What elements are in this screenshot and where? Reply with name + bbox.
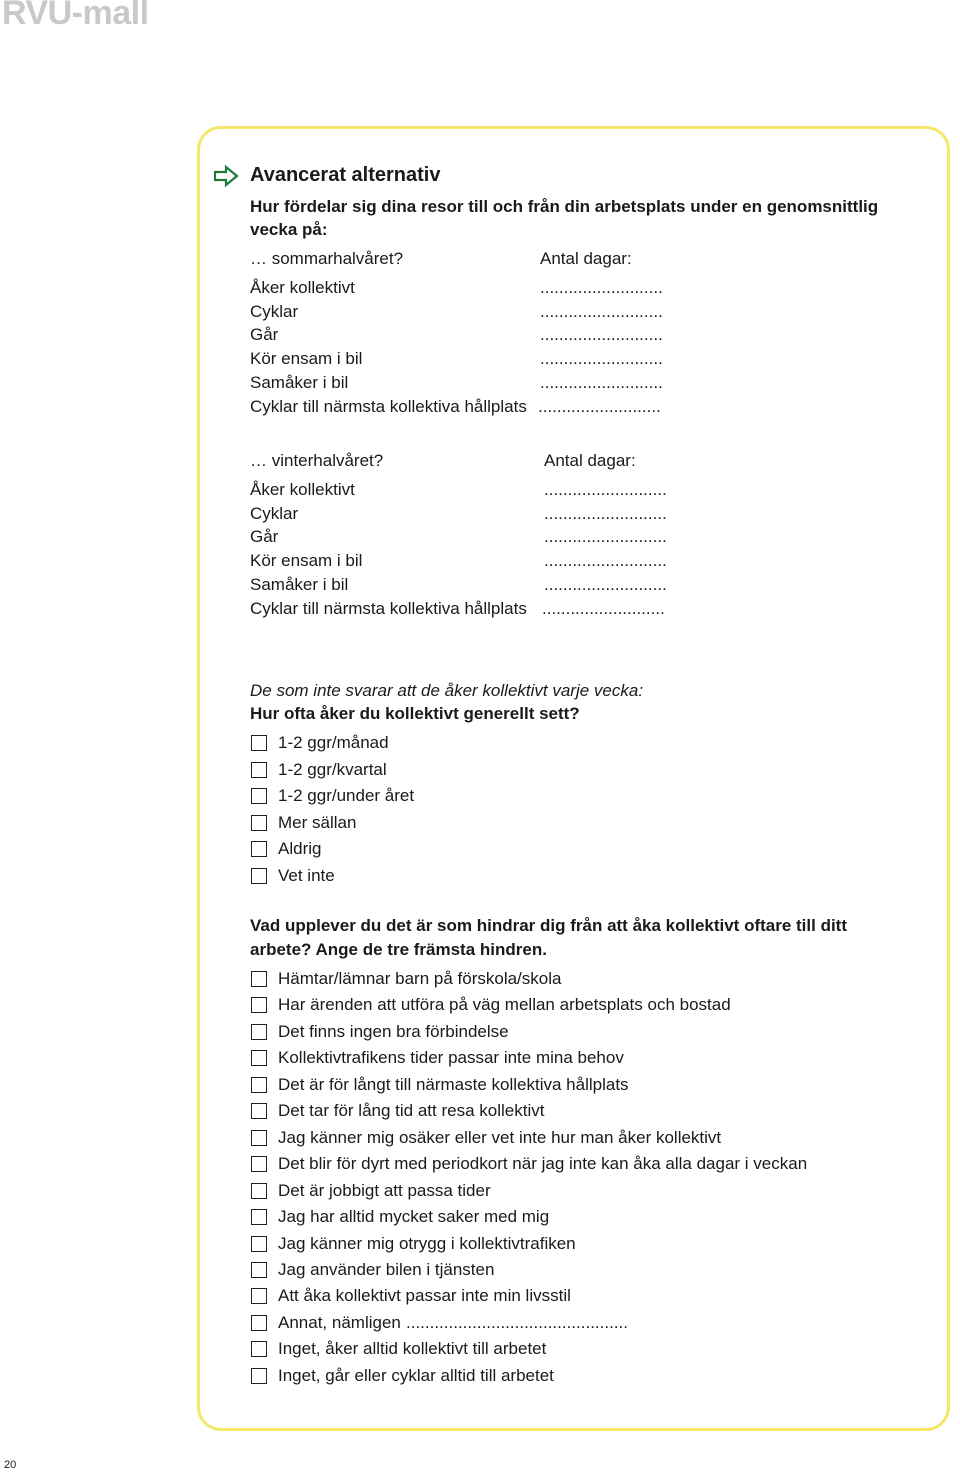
summer-days-label: Antal dagar: xyxy=(540,249,632,268)
option-checkbox[interactable] xyxy=(251,997,267,1013)
option-label: Har ärenden att utföra på väg mellan arbetsplats och bostad xyxy=(278,995,731,1015)
transport-mode-label: Går xyxy=(250,527,279,547)
days-answer-field[interactable]: .......................... xyxy=(538,396,661,416)
days-answer-field[interactable]: .......................... xyxy=(544,527,667,547)
option-checkbox[interactable] xyxy=(251,1368,267,1384)
transport-mode-label: Cyklar till närmsta kollektiva hållplats xyxy=(250,598,527,618)
winter-days-label: Antal dagar: xyxy=(544,451,636,470)
option-label: 1-2 ggr/under året xyxy=(278,786,415,805)
option-label: Jag känner mig otrygg i kollektivtrafiken xyxy=(278,1233,576,1253)
option-checkbox[interactable] xyxy=(251,1103,267,1119)
days-answer-field[interactable]: .......................... xyxy=(544,480,667,499)
transport-mode-label: Cyklar xyxy=(250,503,299,523)
document-title: RVU-mall xyxy=(2,0,149,32)
option-label: Jag använder bilen i tjänsten xyxy=(278,1259,495,1279)
option-label: Det finns ingen bra förbindelse xyxy=(278,1021,509,1041)
option-label: Kollektivtrafikens tider passar inte mina behov xyxy=(278,1048,624,1068)
other-answer-field[interactable]: ............................................... xyxy=(406,1312,628,1332)
days-answer-field[interactable]: .......................... xyxy=(542,598,665,618)
days-answer-field[interactable]: .......................... xyxy=(544,551,667,571)
option-checkbox[interactable] xyxy=(251,1130,267,1146)
trips-question-line1: Hur fördelar sig dina resor till och från din arbetsplats under en genomsnittlig xyxy=(250,197,879,216)
option-label: Jag känner mig osäker eller vet inte hur man åker kollektivt xyxy=(278,1127,722,1147)
option-label: Att åka kollektivt passar inte min livsstil xyxy=(278,1286,571,1306)
option-label: Annat, nämligen xyxy=(278,1312,401,1332)
transport-mode-label: Samåker i bil xyxy=(250,574,349,594)
days-answer-field[interactable]: .......................... xyxy=(544,574,667,594)
option-label: 1-2 ggr/månad xyxy=(278,733,389,752)
days-answer-field[interactable]: .......................... xyxy=(540,301,663,321)
summer-heading: … sommarhalvåret? xyxy=(250,249,404,268)
winter-heading: … vinterhalvåret? xyxy=(250,451,384,470)
days-answer-field[interactable]: .......................... xyxy=(540,325,663,345)
transport-mode-label: Cyklar till närmsta kollektiva hållplats xyxy=(250,396,527,416)
transport-mode-label: Cyklar xyxy=(250,301,299,321)
transport-mode-label: Samåker i bil xyxy=(250,372,349,392)
page-number: 20 xyxy=(4,1459,17,1471)
option-label: 1-2 ggr/kvartal xyxy=(278,759,387,779)
transport-mode-label: Går xyxy=(250,325,279,345)
option-label: Det är för långt till närmaste kollektiva hållplats xyxy=(278,1074,629,1094)
option-checkbox[interactable] xyxy=(251,1156,267,1172)
option-checkbox[interactable] xyxy=(251,971,267,987)
option-checkbox[interactable] xyxy=(251,735,267,751)
option-checkbox[interactable] xyxy=(251,788,267,804)
days-answer-field[interactable]: .......................... xyxy=(544,503,667,523)
option-checkbox[interactable] xyxy=(251,1288,267,1304)
option-checkbox[interactable] xyxy=(251,1262,267,1278)
option-label: Aldrig xyxy=(278,839,322,858)
option-label: Vet inte xyxy=(278,865,335,885)
option-checkbox[interactable] xyxy=(251,1341,267,1357)
option-checkbox[interactable] xyxy=(251,841,267,857)
option-label: Inget, går eller cyklar alltid till arbetet xyxy=(278,1365,554,1385)
option-checkbox[interactable] xyxy=(251,1183,267,1199)
option-checkbox[interactable] xyxy=(251,1209,267,1225)
option-checkbox[interactable] xyxy=(251,762,267,778)
arrow-right-icon xyxy=(213,165,239,187)
option-label: Det är jobbigt att passa tider xyxy=(278,1180,491,1200)
option-checkbox[interactable] xyxy=(251,1315,267,1331)
option-checkbox[interactable] xyxy=(251,1077,267,1093)
frequency-question: Hur ofta åker du kollektivt generellt sett? xyxy=(250,704,580,723)
option-label: Mer sällan xyxy=(278,812,357,832)
days-answer-field[interactable]: .......................... xyxy=(540,349,663,369)
transport-mode-label: Åker kollektivt xyxy=(250,480,355,499)
option-checkbox[interactable] xyxy=(251,1236,267,1252)
transport-mode-label: Åker kollektivt xyxy=(250,278,355,297)
days-answer-field[interactable]: .......................... xyxy=(540,278,663,297)
option-label: Det blir för dyrt med periodkort när jag inte kan åka alla dagar i veckan xyxy=(278,1154,808,1174)
days-answer-field[interactable]: .......................... xyxy=(540,372,663,392)
option-checkbox[interactable] xyxy=(251,1024,267,1040)
option-checkbox[interactable] xyxy=(251,1050,267,1066)
trips-question-line2: vecka på: xyxy=(250,220,328,239)
obstacles-question-line2: arbete? Ange de tre främsta hindren. xyxy=(250,940,547,959)
transport-mode-label: Kör ensam i bil xyxy=(250,551,363,571)
option-label: Jag har alltid mycket saker med mig xyxy=(278,1207,550,1227)
option-checkbox[interactable] xyxy=(251,815,267,831)
option-checkbox[interactable] xyxy=(251,868,267,884)
transport-mode-label: Kör ensam i bil xyxy=(250,349,363,369)
option-label: Hämtar/lämnar barn på förskola/skola xyxy=(278,969,562,988)
obstacles-question-line1: Vad upplever du det är som hindrar dig från att åka kollektivt oftare till ditt xyxy=(250,916,848,935)
option-label: Det tar för lång tid att resa kollektivt xyxy=(278,1101,545,1121)
frequency-intro: De som inte svarar att de åker kollektivt varje vecka: xyxy=(250,681,644,700)
section-title: Avancerat alternativ xyxy=(250,164,441,186)
option-label: Inget, åker alltid kollektivt till arbetet xyxy=(278,1339,547,1359)
